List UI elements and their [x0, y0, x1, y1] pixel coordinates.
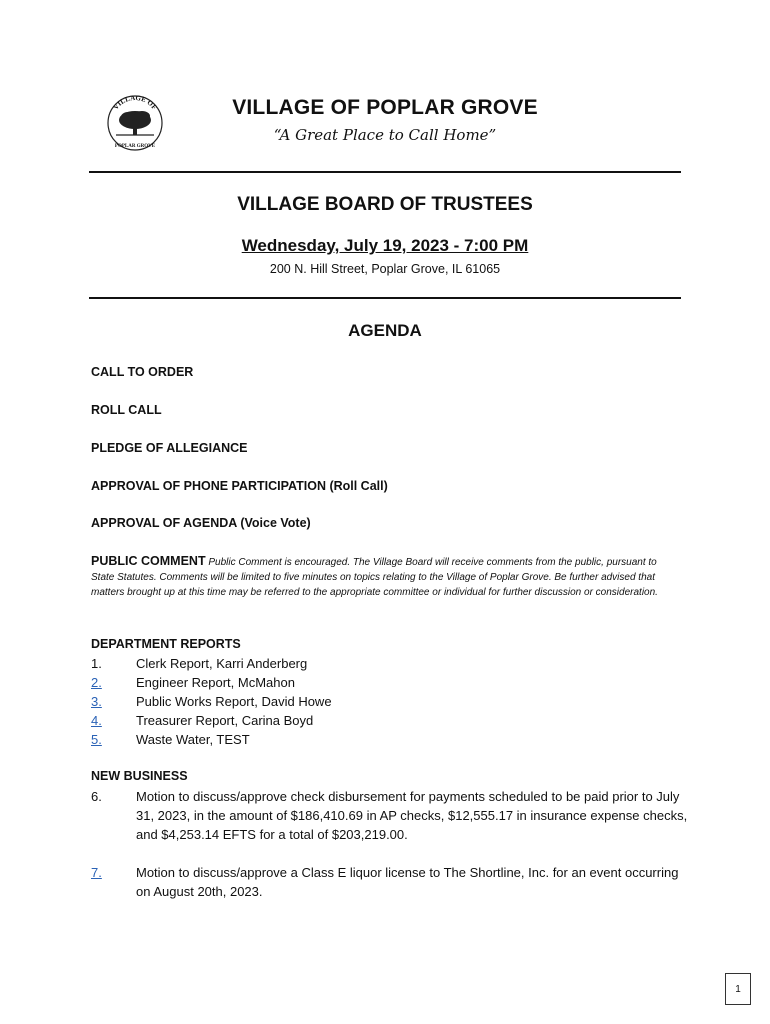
list-item	[91, 787, 691, 844]
public-comment	[91, 554, 681, 600]
page-number: 1	[725, 973, 751, 1005]
board-title: VILLAGE BOARD OF TRUSTEES	[237, 194, 533, 215]
item-number-link[interactable]: 4.	[91, 713, 102, 728]
call-to-order: CALL TO ORDER	[91, 365, 194, 379]
org-title: VILLAGE OF POPLAR GROVE	[232, 96, 538, 119]
public-comment-heading: PUBLIC COMMENT	[91, 554, 206, 568]
item-number-link[interactable]: 7.	[91, 865, 102, 880]
item-text: Engineer Report, McMahon	[136, 675, 295, 690]
item-text: Motion to discuss/approve a Class E liquor license to The Shortline, Inc. for an event occurring on August 20th, 2023.	[136, 865, 679, 899]
item-number-link[interactable]: 2.	[91, 675, 102, 690]
item-text: Public Works Report, David Howe	[136, 694, 332, 709]
logo-top-text: VILLAGE OF	[111, 93, 159, 112]
item-number-link[interactable]: 3.	[91, 694, 102, 709]
item-text: Clerk Report, Karri Anderberg	[136, 656, 308, 671]
item-number-link[interactable]: 5.	[91, 732, 102, 747]
item-text: Motion to discuss/approve check disbursement for payments scheduled to be paid prior to July 31, 2023, in the amount of $186,410.69 in AP checks, $12,555.17 in insurance expense checks, and $4,253.14 EFTS for a total of $203,219.00.	[136, 789, 688, 842]
logo-bottom-text: POPLAR GROVE	[114, 144, 156, 149]
list-item	[91, 654, 683, 673]
agenda-title: AGENDA	[348, 321, 422, 340]
item-text: Waste Water, TEST	[136, 732, 250, 747]
meeting-date-time: Wednesday, July 19, 2023 - 7:00 PM	[241, 236, 529, 255]
roll-call: ROLL CALL	[91, 403, 162, 417]
department-reports-heading: DEPARTMENT REPORTS	[91, 637, 241, 651]
meeting-address: 200 N. Hill Street, Poplar Grove, IL 61065	[269, 262, 501, 276]
list-item	[91, 863, 683, 901]
item-number: 1.	[91, 656, 102, 671]
list-item	[91, 711, 683, 730]
list-item	[91, 730, 683, 749]
public-comment-text: Public Comment is encouraged. The Village Board will receive comments from the public, pursuant to State Statutes. Comments will be limited to five minutes on topics relating to the Village of Poplar Grove. Be further advised that matters brought up at this time may be referred to the appropriate committee or individual for further discussion or consideration.	[91, 557, 658, 598]
phone-participation: APPROVAL OF PHONE PARTICIPATION (Roll Call)	[91, 479, 388, 493]
tagline: “A Great Place to Call Home”	[273, 126, 497, 144]
new-business-heading: NEW BUSINESS	[91, 769, 188, 783]
section-divider	[89, 297, 681, 299]
list-item	[91, 692, 683, 711]
item-text: Treasurer Report, Carina Boyd	[136, 713, 314, 728]
pledge-of-allegiance: PLEDGE OF ALLEGIANCE	[91, 441, 248, 455]
item-number: 6.	[91, 789, 102, 804]
list-item	[91, 673, 683, 692]
approval-of-agenda: APPROVAL OF AGENDA (Voice Vote)	[91, 516, 311, 530]
header-divider	[89, 171, 681, 173]
